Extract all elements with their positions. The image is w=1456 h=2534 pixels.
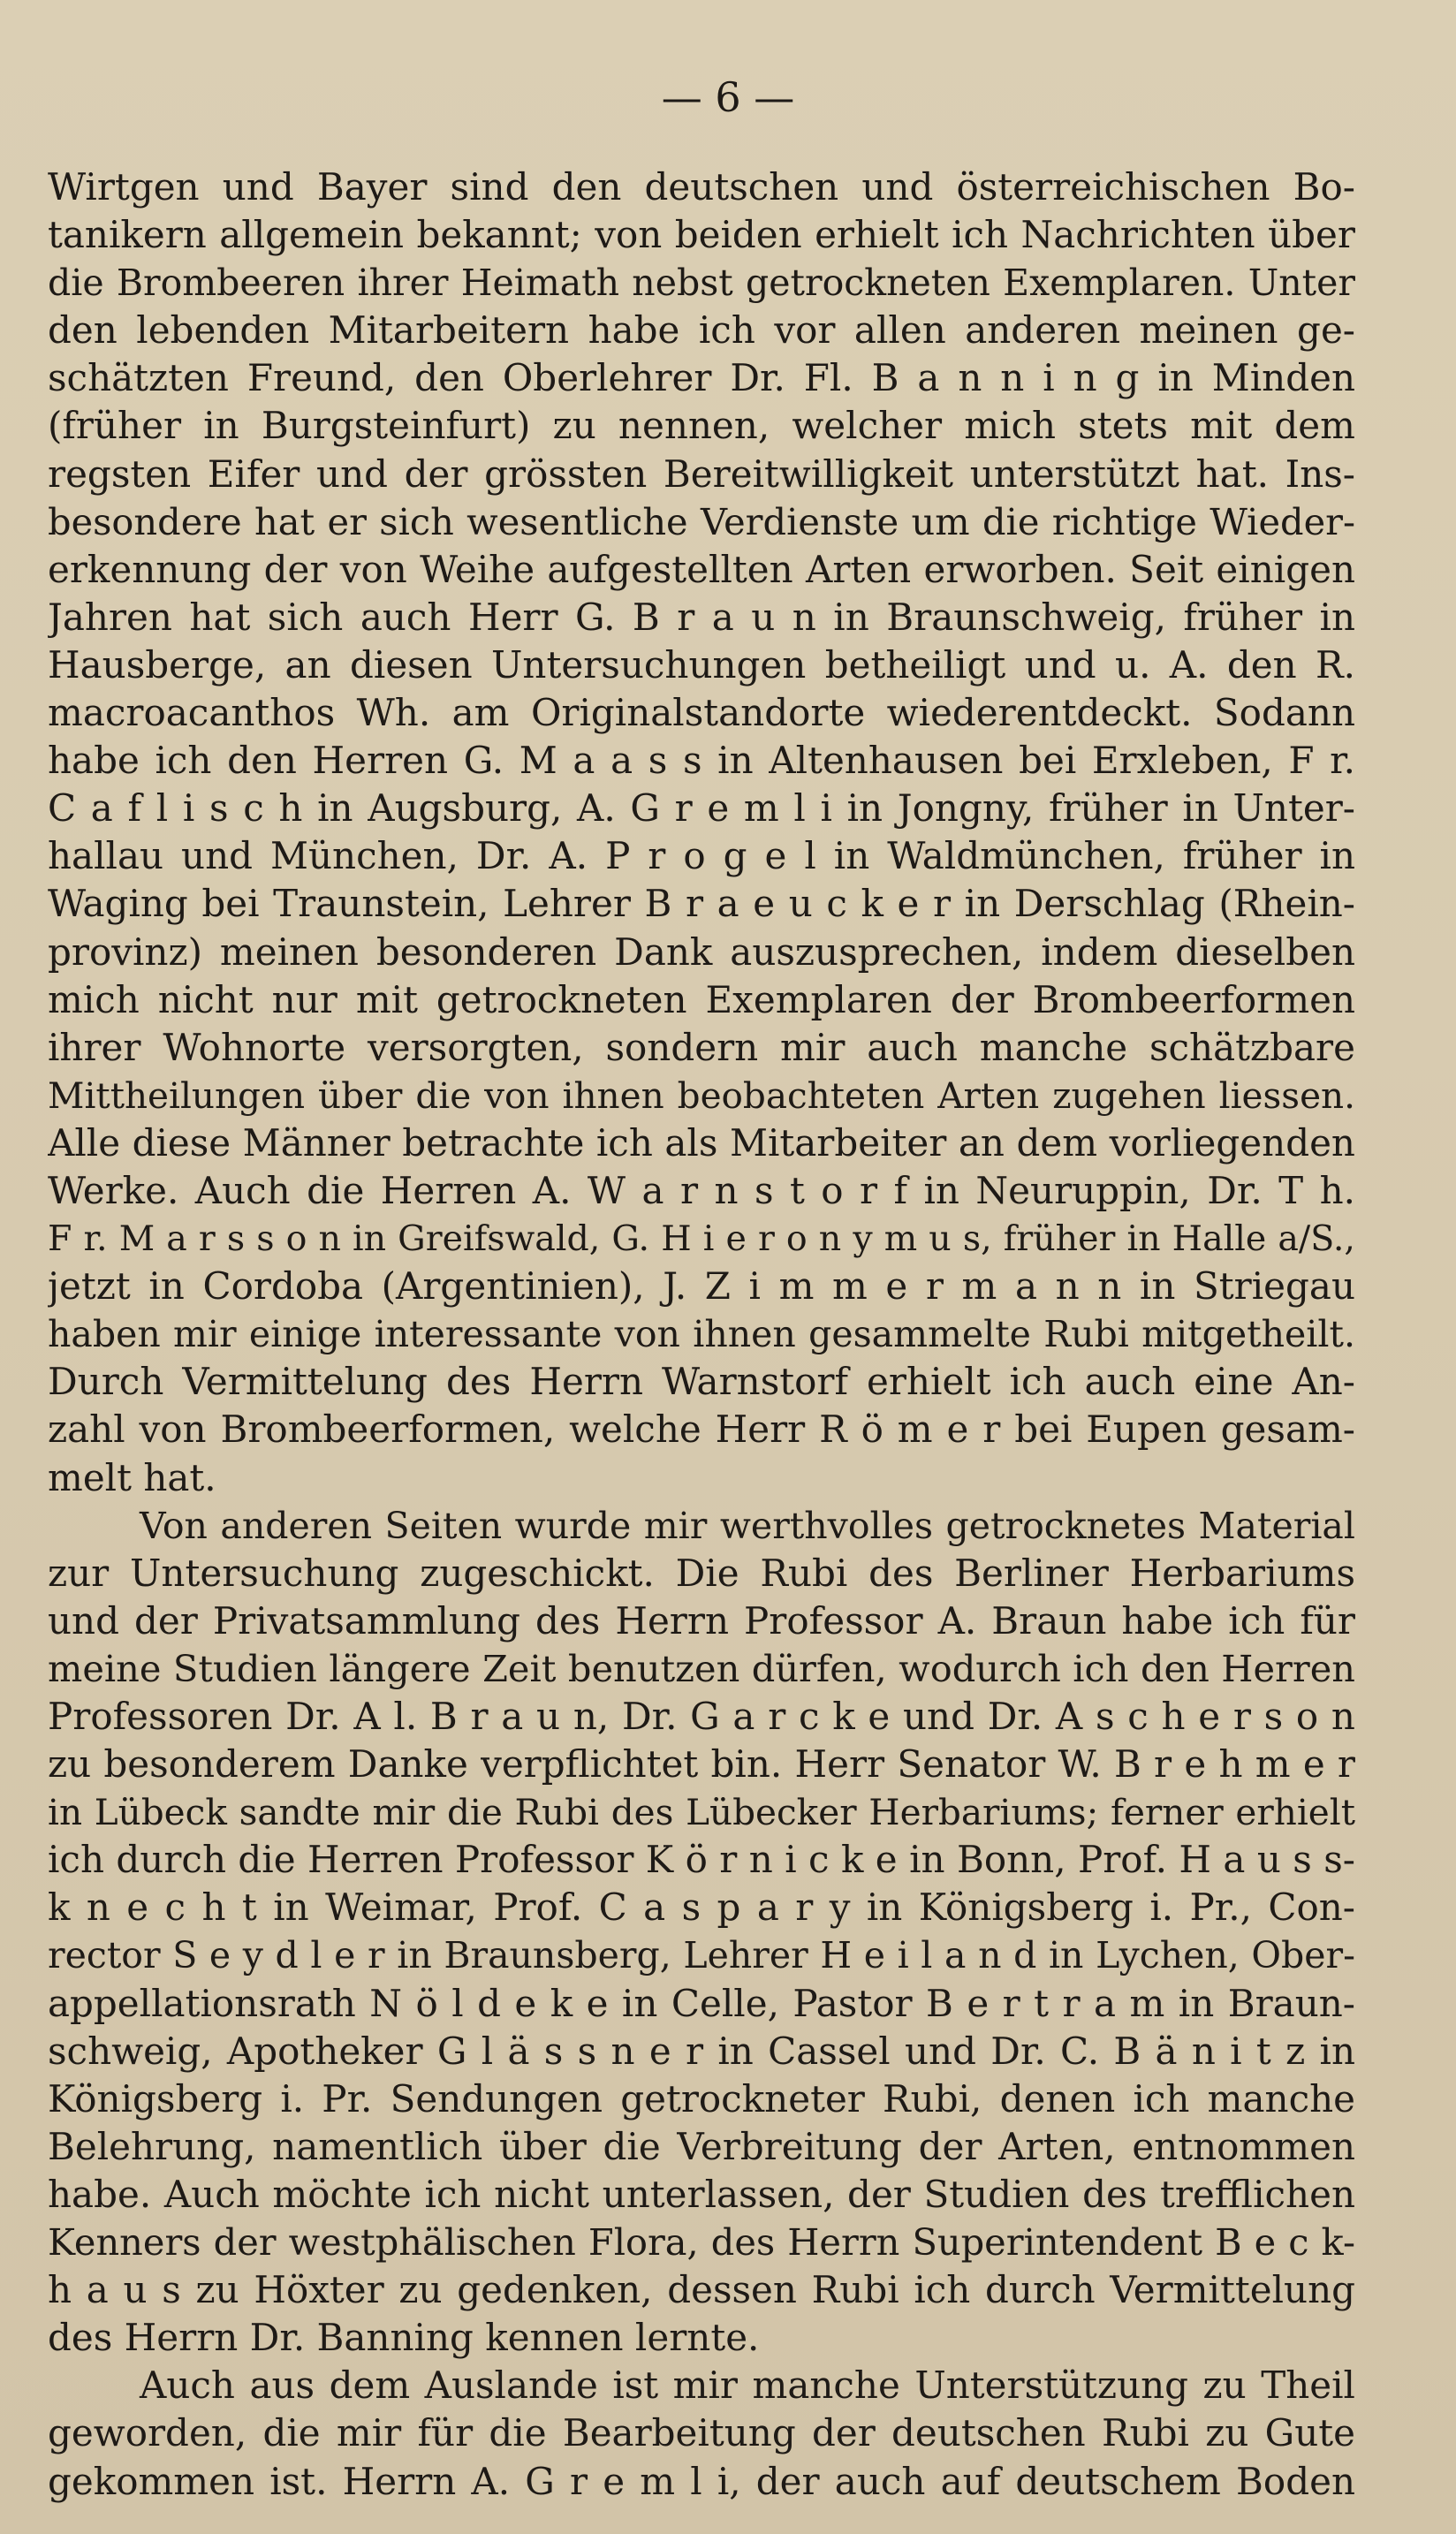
text-line: F r. M a r s s o n in Greifswald, G. H i e r o n y m u s, früher in Halle a/S., <box>48 1218 1355 1260</box>
text-line: regsten Eifer und der grössten Bereitwilligkeit unterstützt hat. Ins- <box>48 451 1355 496</box>
text-line: ich durch die Herren Professor K ö r n i c k e in Bonn, Prof. H a u s s- <box>48 1838 1355 1882</box>
text-line: jetzt in Cordoba (Argentinien), J. Z i m m e r m a n n in Striegau <box>48 1264 1355 1309</box>
text-line: Belehrung, namentlich über die Verbreitung der Arten, entnommen <box>48 2124 1355 2168</box>
body-text <box>48 163 1355 2506</box>
text-line: schätzten Freund, den Oberlehrer Dr. Fl. B a n n i n g in Minden <box>48 356 1355 400</box>
text-line: Von anderen Seiten wurde mir werthvolles getrocknetes Material <box>140 1504 1355 1547</box>
text-line: des Herrn Dr. Banning kennen lernte. <box>48 2316 760 2360</box>
text-line: meine Studien längere Zeit benutzen dürfen, wodurch ich den Herren <box>48 1646 1355 1690</box>
text-line: gekommen ist. Herrn A. G r e m l i, der auch auf deutschem Boden <box>48 2459 1355 2503</box>
text-line: habe ich den Herren G. M a a s s in Altenhausen bei Erxleben, F r. <box>48 739 1355 783</box>
text-line: provinz) meinen besonderen Dank auszusprechen, indem dieselben <box>48 929 1355 974</box>
text-line: Alle diese Männer betrachte ich als Mitarbeiter an dem vorliegenden <box>48 1120 1355 1165</box>
text-line: besondere hat er sich wesentliche Verdienste um die richtige Wieder- <box>48 499 1355 543</box>
text-line: hallau und München, Dr. A. P r o g e l in Waldmünchen, früher in <box>48 834 1355 878</box>
page-number: — 6 — <box>661 73 795 121</box>
text-line: haben mir einige interessante von ihnen gesammelte Rubi mitgetheilt. <box>48 1313 1355 1356</box>
text-line: mich nicht nur mit getrockneten Exemplaren der Brombeerformen <box>48 977 1355 1021</box>
text-line: h a u s zu Höxter zu gedenken, dessen Rubi ich durch Vermittelung <box>48 2268 1355 2312</box>
text-line: Mittheilungen über die von ihnen beobachteten Arten zugehen liessen. <box>48 1074 1355 1117</box>
text-line: zu besonderem Danke verpflichtet bin. Herr Senator W. B r e h m e r <box>48 1742 1355 1787</box>
text-line: erkennung der von Weihe aufgestellten Arten erworben. Seit einigen <box>48 547 1355 591</box>
text-line: schweig, Apotheker G l ä s s n e r in Cassel und Dr. C. B ä n i t z in <box>48 2029 1355 2073</box>
text-line: und der Privatsammlung des Herrn Professor A. Braun habe ich für <box>48 1598 1355 1643</box>
text-line: melt hat. <box>48 1455 216 1499</box>
text-line: Kenners der westphälischen Flora, des Herrn Superintendent B e c k- <box>48 2220 1355 2265</box>
text-line: habe. Auch möchte ich nicht unterlassen, der Studien des trefflichen <box>48 2172 1355 2216</box>
text-line: rector S e y d l e r in Braunsberg, Lehrer H e i l a n d in Lychen, Ober- <box>48 1934 1355 1977</box>
text-line: den lebenden Mitarbeitern habe ich vor allen anderen meinen ge- <box>48 308 1355 353</box>
text-line: k n e c h t in Weimar, Prof. C a s p a r y in Königsberg i. Pr., Con- <box>48 1885 1355 1930</box>
text-line: Professoren Dr. A l. B r a u n, Dr. G a r c k e und Dr. A s c h e r s o n <box>48 1695 1355 1738</box>
text-line: geworden, die mir für die Bearbeitung der deutschen Rubi zu Gute <box>48 2411 1355 2455</box>
text-line: Königsberg i. Pr. Sendungen getrockneter Rubi, denen ich manche <box>48 2076 1355 2121</box>
text-line: ihrer Wohnorte versorgten, sondern mir auch manche schätzbare <box>48 1025 1355 1069</box>
text-line: C a f l i s c h in Augsburg, A. G r e m l i in Jongny, früher in Unter- <box>48 786 1355 831</box>
text-line: tanikern allgemein bekannt; von beiden erhielt ich Nachrichten über <box>48 213 1355 257</box>
text-line: (früher in Burgsteinfurt) zu nennen, welcher mich stets mit dem <box>48 404 1355 448</box>
text-line: Durch Vermittelung des Herrn Warnstorf erhielt ich auch eine An- <box>48 1360 1355 1404</box>
text-line: Jahren hat sich auch Herr G. B r a u n in Braunschweig, früher in <box>48 595 1355 639</box>
text-line: Wirtgen und Bayer sind den deutschen und österreichischen Bo- <box>48 165 1355 209</box>
text-line: macroacanthos Wh. am Originalstandorte wiederentdeckt. Sodann <box>48 691 1355 735</box>
text-line: Waging bei Traunstein, Lehrer B r a e u c k e r in Derschlag (Rhein- <box>48 882 1355 926</box>
text-line: in Lübeck sandte mir die Rubi des Lübecker Herbariums; ferner erhielt <box>48 1791 1355 1834</box>
text-line: Werke. Auch die Herren A. W a r n s t o r f in Neuruppin, Dr. T h. <box>48 1168 1355 1212</box>
text-line: zur Untersuchung zugeschickt. Die Rubi des Berliner Herbariums <box>48 1551 1355 1595</box>
text-line: appellationsrath N ö l d e k e in Celle, Pastor B e r t r a m in Braun- <box>48 1981 1355 2025</box>
text-line: die Brombeeren ihrer Heimath nebst getrockneten Exemplaren. Unter <box>48 262 1355 305</box>
text-line: Auch aus dem Auslande ist mir manche Unterstützung zu Theil <box>140 2363 1355 2408</box>
text-line: Hausberge, an diesen Untersuchungen betheiligt und u. A. den R. <box>48 642 1355 687</box>
text-line: zahl von Brombeerformen, welche Herr R ö m e r bei Eupen gesam- <box>48 1407 1355 1452</box>
